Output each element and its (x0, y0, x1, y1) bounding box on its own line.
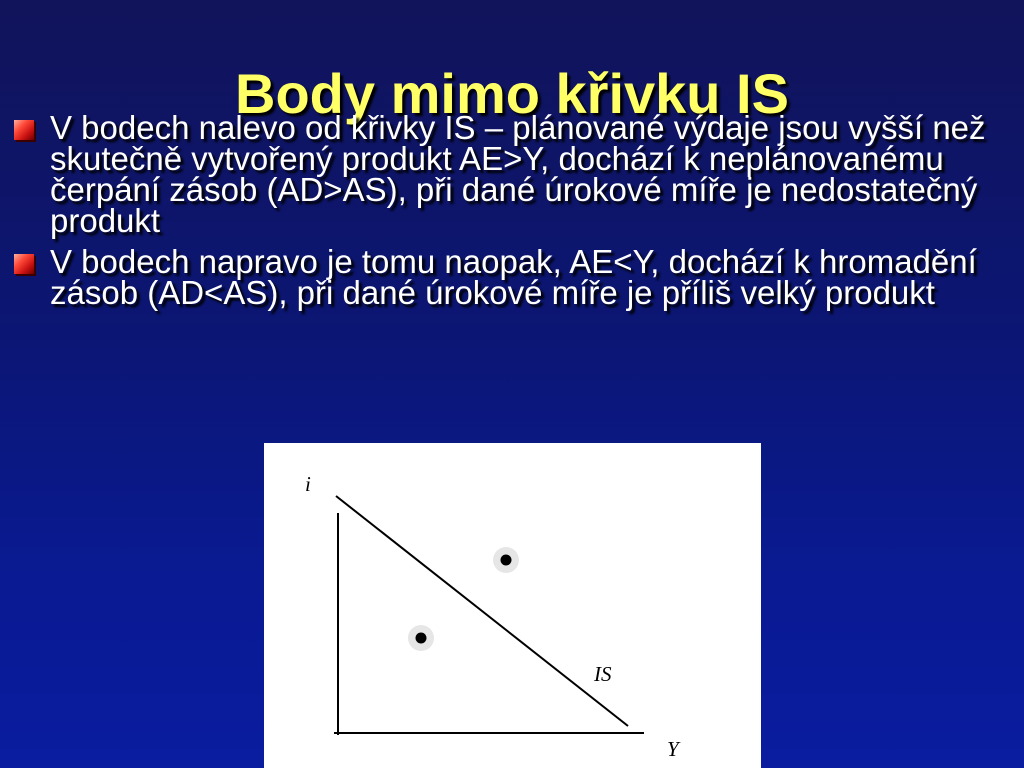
slide-title: Body mimo křivku IS (235, 62, 789, 125)
bullet-item (14, 243, 1014, 311)
point-dot (501, 555, 512, 566)
point-right-of-is (493, 547, 519, 573)
is-curve-svg (264, 443, 761, 768)
bullet-text: V bodech nalevo od křivky IS – plánované výdaje jsou vyšší než skutečně vytvořený produkt AE>Y, dochází k neplánovanému čerpání zásob (AD>AS), při dané úrokové míře je nedostatečný produkt (50, 109, 986, 239)
is-curve (336, 496, 628, 726)
bullet-item (14, 109, 1014, 239)
bullet-list (14, 109, 1014, 311)
point-left-of-is (408, 625, 434, 651)
red-square-bullet-icon (14, 120, 34, 140)
red-square-bullet-icon (14, 254, 34, 274)
point-dot (416, 633, 427, 644)
is-curve-label: IS (594, 662, 612, 686)
y-axis-label: i (305, 472, 311, 496)
is-curve-diagram (264, 443, 761, 768)
x-axis-label: Y (667, 737, 679, 761)
bullet-text: V bodech napravo je tomu naopak, AE<Y, dochází k hromadění zásob (AD<AS), při dané úrokové míře je příliš velký produkt (50, 243, 977, 311)
